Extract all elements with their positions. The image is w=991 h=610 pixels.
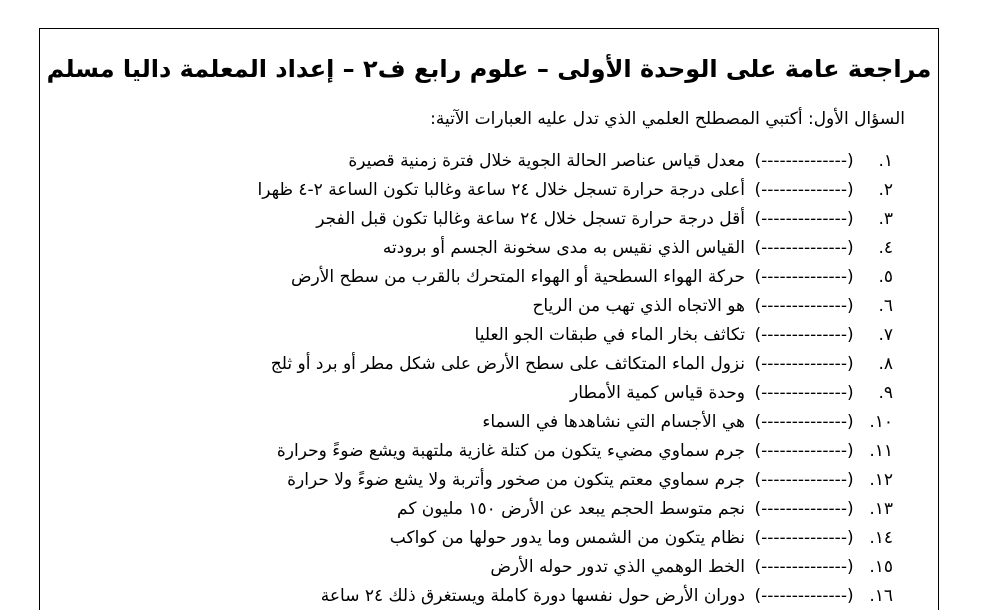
item-number: ١٥.	[869, 557, 893, 577]
item-number: ٨.	[878, 354, 893, 374]
list-item	[258, 379, 893, 408]
item-text: نجم متوسط الحجم يبعد عن الأرض ١٥٠ مليون كم	[397, 499, 746, 519]
item-text: تكاثف بخار الماء في طبقات الجو العليا	[474, 325, 746, 345]
item-text: نزول الماء المتكاثف على سطح الأرض على شكل مطر أو برد أو ثلج	[270, 354, 746, 374]
answer-blank: (--------------)	[754, 325, 854, 345]
item-text: معدل قياس عناصر الحالة الجوية خلال فترة زمنية قصيرة	[348, 151, 746, 171]
answer-blank: (--------------)	[754, 383, 854, 403]
list-item	[258, 553, 893, 582]
item-text: جرم سماوي مضيء يتكون من كتلة غازية ملتهبة ويشع ضوءً وحرارة	[276, 441, 746, 461]
item-text: حركة الهواء السطحية أو الهواء المتحرك بالقرب من سطح الأرض	[290, 267, 746, 287]
list-item	[258, 147, 893, 176]
item-text: دوران الأرض حول نفسها دورة كاملة ويستغرق ذلك ٢٤ ساعة	[320, 586, 746, 606]
page-title: مراجعة عامة على الوحدة الأولى – علوم رابع ف٢ – إعداد المعلمة داليا مسلم	[46, 55, 932, 83]
answer-blank: (--------------)	[754, 238, 854, 258]
answer-blank: (--------------)	[754, 412, 854, 432]
item-text: هو الاتجاه الذي تهب من الرياح	[532, 296, 746, 316]
answer-blank: (--------------)	[754, 441, 854, 461]
item-text: نظام يتكون من الشمس وما يدور حولها من كواكب	[389, 528, 746, 548]
list-item	[258, 582, 893, 610]
answer-blank: (--------------)	[754, 296, 854, 316]
item-text: القياس الذي نقيس به مدى سخونة الجسم أو برودته	[382, 238, 746, 258]
list-item	[258, 263, 893, 292]
answer-blank: (--------------)	[754, 528, 854, 548]
item-number: ٣.	[878, 209, 893, 229]
item-text: هي الأجسام التي نشاهدها في السماء	[482, 412, 746, 432]
item-number: ٥.	[878, 267, 893, 287]
list-item	[258, 350, 893, 379]
answer-blank: (--------------)	[754, 470, 854, 490]
list-item	[258, 176, 893, 205]
item-text: أعلى درجة حرارة تسجل خلال ٢٤ ساعة وغالبا تكون الساعة ٢-٤ ظهرا	[257, 180, 746, 200]
list-item	[258, 234, 893, 263]
item-number: ١١.	[869, 441, 893, 461]
answer-blank: (--------------)	[754, 267, 854, 287]
item-text: أقل درجة حرارة تسجل خلال ٢٤ ساعة وغالبا تكون قبل الفجر	[316, 209, 746, 229]
answer-blank: (--------------)	[754, 209, 854, 229]
item-text: وحدة قياس كمية الأمطار	[570, 383, 746, 403]
item-number: ١٦.	[869, 586, 893, 606]
item-text: جرم سماوي معتم يتكون من صخور وأتربة ولا يشع ضوءً ولا حرارة	[287, 470, 746, 490]
list-item	[258, 495, 893, 524]
answer-blank: (--------------)	[754, 499, 854, 519]
item-number: ٩.	[878, 383, 893, 403]
list-item	[258, 437, 893, 466]
item-number: ١٤.	[869, 528, 893, 548]
item-number: ٧.	[878, 325, 893, 345]
question-heading: السؤال الأول: أكتبي المصطلح العلمي الذي تدل عليه العبارات الآتية:	[430, 109, 905, 129]
answer-blank: (--------------)	[754, 586, 854, 606]
item-number: ٢.	[878, 180, 893, 200]
list-item	[258, 321, 893, 350]
list-item	[258, 524, 893, 553]
item-number: ١.	[878, 151, 893, 171]
item-number: ١٣.	[869, 499, 893, 519]
item-text: الخط الوهمي الذي تدور حوله الأرض	[490, 557, 746, 577]
answer-blank: (--------------)	[754, 180, 854, 200]
question-list	[258, 147, 893, 610]
item-number: ١٠.	[869, 412, 893, 432]
answer-blank: (--------------)	[754, 354, 854, 374]
item-number: ٤.	[878, 238, 893, 258]
list-item	[258, 292, 893, 321]
item-number: ١٢.	[869, 470, 893, 490]
list-item	[258, 205, 893, 234]
list-item	[258, 466, 893, 495]
answer-blank: (--------------)	[754, 151, 854, 171]
answer-blank: (--------------)	[754, 557, 854, 577]
list-item	[258, 408, 893, 437]
item-number: ٦.	[878, 296, 893, 316]
